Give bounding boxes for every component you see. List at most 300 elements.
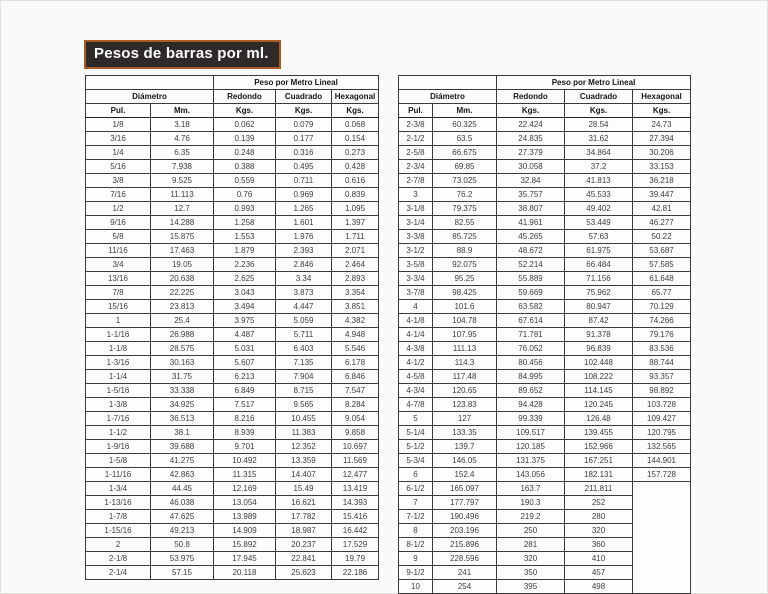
- table-row: [86, 342, 379, 356]
- table-row: [86, 286, 379, 300]
- table-row: [399, 216, 691, 230]
- cell-cuadrado: 37.2: [565, 160, 633, 174]
- cell-pul: 5: [399, 412, 433, 426]
- cell-redondo: 59.669: [497, 286, 565, 300]
- cell-cuadrado: 1.265: [276, 202, 332, 216]
- cell-redondo: 52.214: [497, 258, 565, 272]
- cell-mm: 107.95: [433, 328, 497, 342]
- cell-pul: 8: [399, 524, 433, 538]
- cell-pul: 7/8: [86, 286, 151, 300]
- cell-cuadrado: 0.711: [276, 174, 332, 188]
- cell-hexagonal: 50.22: [633, 230, 691, 244]
- cell-pul: 9/16: [86, 216, 151, 230]
- cell-cuadrado: 0.495: [276, 160, 332, 174]
- cell-mm: 73.025: [433, 174, 497, 188]
- cell-cuadrado: 9.565: [276, 398, 332, 412]
- cell-redondo: 10.492: [214, 454, 276, 468]
- table-row: [86, 468, 379, 482]
- left-table-body: [86, 118, 379, 580]
- cell-mm: 36.513: [151, 412, 214, 426]
- cell-redondo: 5.031: [214, 342, 276, 356]
- cell-cuadrado: 71.156: [565, 272, 633, 286]
- cell-mm: 254: [433, 580, 497, 594]
- cell-mm: 60.325: [433, 118, 497, 132]
- cell-pul: 4-1/2: [399, 356, 433, 370]
- cell-cuadrado: 57.63: [565, 230, 633, 244]
- cell-mm: 98.425: [433, 286, 497, 300]
- cell-hexagonal: [633, 538, 691, 552]
- cell-cuadrado: 114.145: [565, 384, 633, 398]
- cell-hexagonal: 57.585: [633, 258, 691, 272]
- table-row: [86, 384, 379, 398]
- cell-pul: 2-1/2: [399, 132, 433, 146]
- cell-cuadrado: 66.484: [565, 258, 633, 272]
- cell-redondo: 17.945: [214, 552, 276, 566]
- cell-cuadrado: 320: [565, 524, 633, 538]
- cell-cuadrado: 211.811: [565, 482, 633, 496]
- table-row: [399, 426, 691, 440]
- kgs-header: Kgs.: [276, 104, 332, 118]
- cell-redondo: 20.118: [214, 566, 276, 580]
- cell-mm: 34.925: [151, 398, 214, 412]
- cell-pul: 1-13/16: [86, 496, 151, 510]
- cell-cuadrado: 45.533: [565, 188, 633, 202]
- cell-pul: 3-5/8: [399, 258, 433, 272]
- diameter-header: Diámetro: [86, 90, 214, 104]
- cell-redondo: 0.139: [214, 132, 276, 146]
- table-row: [399, 314, 691, 328]
- cell-mm: 63.5: [433, 132, 497, 146]
- cell-cuadrado: 1.601: [276, 216, 332, 230]
- cell-mm: 31.75: [151, 370, 214, 384]
- cell-hexagonal: 98.892: [633, 384, 691, 398]
- table-row: [86, 454, 379, 468]
- cell-redondo: 2.625: [214, 272, 276, 286]
- cell-mm: 6.35: [151, 146, 214, 160]
- cell-mm: 117.48: [433, 370, 497, 384]
- hexagonal-header: Hexagonal: [332, 90, 379, 104]
- cell-mm: 241: [433, 566, 497, 580]
- cell-pul: 15/16: [86, 300, 151, 314]
- cell-redondo: 4.487: [214, 328, 276, 342]
- cell-cuadrado: 410: [565, 552, 633, 566]
- cell-pul: 4-1/4: [399, 328, 433, 342]
- cell-hexagonal: [633, 510, 691, 524]
- cell-mm: 44.45: [151, 482, 214, 496]
- cell-cuadrado: 6.403: [276, 342, 332, 356]
- table-header-row: [86, 76, 379, 90]
- cell-pul: 4-3/4: [399, 384, 433, 398]
- cell-hexagonal: 61.648: [633, 272, 691, 286]
- cell-pul: 8-1/2: [399, 538, 433, 552]
- cell-hexagonal: 83.536: [633, 342, 691, 356]
- cell-mm: 146.05: [433, 454, 497, 468]
- cell-redondo: 3.043: [214, 286, 276, 300]
- cell-mm: 215.896: [433, 538, 497, 552]
- cell-pul: 1-1/4: [86, 370, 151, 384]
- cell-mm: 76.2: [433, 188, 497, 202]
- table-row: [86, 440, 379, 454]
- table-row: [399, 328, 691, 342]
- weights-table-left: [85, 75, 379, 580]
- cell-hexagonal: 6.846: [332, 370, 379, 384]
- cell-cuadrado: 8.715: [276, 384, 332, 398]
- cell-redondo: 0.062: [214, 118, 276, 132]
- cell-hexagonal: 14.393: [332, 496, 379, 510]
- cell-pul: 1/2: [86, 202, 151, 216]
- cell-cuadrado: 126.48: [565, 412, 633, 426]
- cell-redondo: 190.3: [497, 496, 565, 510]
- cell-redondo: 89.652: [497, 384, 565, 398]
- table-row: [86, 524, 379, 538]
- square-header: Cuadrado: [276, 90, 332, 104]
- cell-hexagonal: 33.153: [633, 160, 691, 174]
- cell-pul: 4-7/8: [399, 398, 433, 412]
- cell-pul: 5-1/4: [399, 426, 433, 440]
- cell-cuadrado: 91.378: [565, 328, 633, 342]
- cell-redondo: 6.213: [214, 370, 276, 384]
- cell-redondo: 320: [497, 552, 565, 566]
- cell-pul: 1-1/16: [86, 328, 151, 342]
- cell-redondo: 1.553: [214, 230, 276, 244]
- cell-mm: 14.288: [151, 216, 214, 230]
- table-row: [86, 118, 379, 132]
- cell-hexagonal: 120.795: [633, 426, 691, 440]
- cell-redondo: 250: [497, 524, 565, 538]
- table-row: [86, 356, 379, 370]
- cell-hexagonal: 0.616: [332, 174, 379, 188]
- table-row: [399, 468, 691, 482]
- weights-table-right: [398, 75, 691, 594]
- cell-mm: 152.4: [433, 468, 497, 482]
- cell-mm: 3.18: [151, 118, 214, 132]
- cell-mm: 123.83: [433, 398, 497, 412]
- cell-pul: 10: [399, 580, 433, 594]
- table-row: [399, 552, 691, 566]
- cell-hexagonal: 70.129: [633, 300, 691, 314]
- cell-hexagonal: 79.176: [633, 328, 691, 342]
- cell-hexagonal: 6.178: [332, 356, 379, 370]
- cell-redondo: 14.909: [214, 524, 276, 538]
- cell-mm: 47.625: [151, 510, 214, 524]
- table-header-row: [86, 90, 379, 104]
- cell-redondo: 71.781: [497, 328, 565, 342]
- table-row: [86, 496, 379, 510]
- cell-redondo: 163.7: [497, 482, 565, 496]
- cell-redondo: 12.169: [214, 482, 276, 496]
- cell-hexagonal: 15.416: [332, 510, 379, 524]
- cell-redondo: 1.879: [214, 244, 276, 258]
- table-row: [399, 356, 691, 370]
- cell-hexagonal: 11.569: [332, 454, 379, 468]
- cell-cuadrado: 75.962: [565, 286, 633, 300]
- cell-pul: 6: [399, 468, 433, 482]
- cell-redondo: 38.807: [497, 202, 565, 216]
- cell-pul: 2-3/4: [399, 160, 433, 174]
- cell-hexagonal: 93.357: [633, 370, 691, 384]
- table-row: [86, 328, 379, 342]
- cell-pul: 1-5/16: [86, 384, 151, 398]
- cell-redondo: 13.054: [214, 496, 276, 510]
- table-row: [86, 160, 379, 174]
- cell-redondo: 45.265: [497, 230, 565, 244]
- cell-hexagonal: 1.397: [332, 216, 379, 230]
- cell-cuadrado: 0.316: [276, 146, 332, 160]
- cell-pul: 7-1/2: [399, 510, 433, 524]
- cell-cuadrado: 96.839: [565, 342, 633, 356]
- cell-pul: 4-3/8: [399, 342, 433, 356]
- kgs-header: Kgs.: [633, 104, 691, 118]
- cell-pul: 3-1/8: [399, 202, 433, 216]
- cell-pul: 3-7/8: [399, 286, 433, 300]
- table-row: [399, 286, 691, 300]
- inches-header: Pul.: [399, 104, 433, 118]
- cell-cuadrado: 25.623: [276, 566, 332, 580]
- cell-pul: 4-1/8: [399, 314, 433, 328]
- cell-cuadrado: 182.131: [565, 468, 633, 482]
- cell-cuadrado: 0.177: [276, 132, 332, 146]
- cell-redondo: 143.056: [497, 468, 565, 482]
- cell-cuadrado: 22.841: [276, 552, 332, 566]
- cell-redondo: 0.993: [214, 202, 276, 216]
- cell-pul: 2-3/8: [399, 118, 433, 132]
- cell-mm: 177.797: [433, 496, 497, 510]
- group-header: Peso por Metro Lineal: [214, 76, 379, 90]
- table-row: [399, 440, 691, 454]
- cell-hexagonal: 132.565: [633, 440, 691, 454]
- table-row: [399, 398, 691, 412]
- cell-redondo: 27.379: [497, 146, 565, 160]
- cell-mm: 22.225: [151, 286, 214, 300]
- cell-cuadrado: 139.455: [565, 426, 633, 440]
- cell-cuadrado: 0.969: [276, 188, 332, 202]
- cell-hexagonal: 4.382: [332, 314, 379, 328]
- cell-redondo: 8.939: [214, 426, 276, 440]
- cell-pul: 7: [399, 496, 433, 510]
- cell-redondo: 109.517: [497, 426, 565, 440]
- cell-hexagonal: [633, 496, 691, 510]
- cell-pul: 1-5/8: [86, 454, 151, 468]
- cell-cuadrado: 12.352: [276, 440, 332, 454]
- table-row: [399, 370, 691, 384]
- cell-redondo: 15.892: [214, 538, 276, 552]
- table-row: [399, 384, 691, 398]
- cell-cuadrado: 102.448: [565, 356, 633, 370]
- cell-cuadrado: 2.393: [276, 244, 332, 258]
- cell-mm: 127: [433, 412, 497, 426]
- cell-cuadrado: 7.135: [276, 356, 332, 370]
- cell-hexagonal: 2.893: [332, 272, 379, 286]
- cell-hexagonal: 3.851: [332, 300, 379, 314]
- cell-redondo: 84.995: [497, 370, 565, 384]
- cell-pul: 1-3/16: [86, 356, 151, 370]
- cell-pul: 4-5/8: [399, 370, 433, 384]
- table-row: [86, 174, 379, 188]
- cell-cuadrado: 7.904: [276, 370, 332, 384]
- cell-redondo: 9.701: [214, 440, 276, 454]
- cell-redondo: 32.84: [497, 174, 565, 188]
- cell-pul: 1-3/8: [86, 398, 151, 412]
- cell-pul: 1-11/16: [86, 468, 151, 482]
- table-row: [86, 230, 379, 244]
- millimeters-header: Mm.: [433, 104, 497, 118]
- cell-pul: 2-5/8: [399, 146, 433, 160]
- table-row: [399, 538, 691, 552]
- cell-redondo: 22.424: [497, 118, 565, 132]
- cell-cuadrado: 120.245: [565, 398, 633, 412]
- cell-pul: 3-1/2: [399, 244, 433, 258]
- cell-pul: 7/16: [86, 188, 151, 202]
- cell-cuadrado: 108.222: [565, 370, 633, 384]
- cell-hexagonal: [633, 580, 691, 594]
- cell-mm: 79.375: [433, 202, 497, 216]
- cell-pul: 2-1/4: [86, 566, 151, 580]
- table-row: [399, 454, 691, 468]
- cell-cuadrado: 167.251: [565, 454, 633, 468]
- cell-hexagonal: 5.546: [332, 342, 379, 356]
- table-row: [86, 482, 379, 496]
- table-row: [86, 146, 379, 160]
- cell-redondo: 41.961: [497, 216, 565, 230]
- cell-mm: 101.6: [433, 300, 497, 314]
- cell-cuadrado: 152.966: [565, 440, 633, 454]
- cell-hexagonal: 30.206: [633, 146, 691, 160]
- cell-redondo: 1.258: [214, 216, 276, 230]
- cell-redondo: 99.339: [497, 412, 565, 426]
- table-row: [86, 216, 379, 230]
- cell-cuadrado: 14.407: [276, 468, 332, 482]
- cell-mm: 17.463: [151, 244, 214, 258]
- cell-hexagonal: 9.858: [332, 426, 379, 440]
- cell-pul: 9-1/2: [399, 566, 433, 580]
- cell-mm: 49.213: [151, 524, 214, 538]
- cell-hexagonal: 109.427: [633, 412, 691, 426]
- cell-mm: 19.05: [151, 258, 214, 272]
- table-row: [399, 160, 691, 174]
- cell-pul: 2: [86, 538, 151, 552]
- table-header-row: [399, 76, 691, 90]
- inches-header: Pul.: [86, 104, 151, 118]
- cell-pul: 1/8: [86, 118, 151, 132]
- cell-cuadrado: 0.079: [276, 118, 332, 132]
- table-header-row: [399, 104, 691, 118]
- cell-pul: 11/16: [86, 244, 151, 258]
- cell-redondo: 48.672: [497, 244, 565, 258]
- table-row: [86, 314, 379, 328]
- table-row: [399, 412, 691, 426]
- cell-mm: 82.55: [433, 216, 497, 230]
- cell-redondo: 80.456: [497, 356, 565, 370]
- cell-hexagonal: 74.266: [633, 314, 691, 328]
- cell-redondo: 5.607: [214, 356, 276, 370]
- cell-hexagonal: 42.81: [633, 202, 691, 216]
- cell-hexagonal: 1.711: [332, 230, 379, 244]
- table-header-row: [399, 90, 691, 104]
- kgs-header: Kgs.: [214, 104, 276, 118]
- table-row: [399, 188, 691, 202]
- cell-cuadrado: 3.873: [276, 286, 332, 300]
- cell-mm: 4.76: [151, 132, 214, 146]
- cell-mm: 26.988: [151, 328, 214, 342]
- table-row: [399, 566, 691, 580]
- cell-cuadrado: 80.947: [565, 300, 633, 314]
- cell-hexagonal: 0.154: [332, 132, 379, 146]
- table-row: [86, 188, 379, 202]
- cell-cuadrado: 252: [565, 496, 633, 510]
- cell-mm: 28.575: [151, 342, 214, 356]
- table-row: [86, 510, 379, 524]
- cell-hexagonal: 2.071: [332, 244, 379, 258]
- table-row: [86, 244, 379, 258]
- cell-mm: 114.3: [433, 356, 497, 370]
- cell-cuadrado: 13.359: [276, 454, 332, 468]
- cell-hexagonal: 65.77: [633, 286, 691, 300]
- table-header-row: [86, 104, 379, 118]
- cell-hexagonal: 103.728: [633, 398, 691, 412]
- cell-hexagonal: [633, 524, 691, 538]
- cell-cuadrado: 20.237: [276, 538, 332, 552]
- cell-cuadrado: 11.383: [276, 426, 332, 440]
- cell-mm: 38.1: [151, 426, 214, 440]
- cell-cuadrado: 15.49: [276, 482, 332, 496]
- cell-mm: 53.975: [151, 552, 214, 566]
- cell-redondo: 13.989: [214, 510, 276, 524]
- cell-hexagonal: 13.419: [332, 482, 379, 496]
- cell-mm: 92.075: [433, 258, 497, 272]
- cell-redondo: 30.058: [497, 160, 565, 174]
- cell-redondo: 3.975: [214, 314, 276, 328]
- table-row: [399, 482, 691, 496]
- cell-mm: 7.938: [151, 160, 214, 174]
- table-row: [86, 272, 379, 286]
- cell-cuadrado: 5.711: [276, 328, 332, 342]
- cell-cuadrado: 5.059: [276, 314, 332, 328]
- right-table-body: [399, 118, 691, 594]
- cell-redondo: 35.757: [497, 188, 565, 202]
- cell-hexagonal: 36.218: [633, 174, 691, 188]
- square-header: Cuadrado: [565, 90, 633, 104]
- cell-pul: 1-7/8: [86, 510, 151, 524]
- cell-redondo: 0.559: [214, 174, 276, 188]
- table-row: [86, 202, 379, 216]
- table-row: [86, 300, 379, 314]
- cell-mm: 23.813: [151, 300, 214, 314]
- table-row: [86, 398, 379, 412]
- empty-header-cell: [399, 76, 497, 90]
- cell-redondo: 94.428: [497, 398, 565, 412]
- cell-cuadrado: 34.864: [565, 146, 633, 160]
- cell-redondo: 131.375: [497, 454, 565, 468]
- cell-redondo: 3.494: [214, 300, 276, 314]
- cell-redondo: 0.388: [214, 160, 276, 174]
- millimeters-header: Mm.: [151, 104, 214, 118]
- cell-mm: 95.25: [433, 272, 497, 286]
- cell-mm: 139.7: [433, 440, 497, 454]
- cell-pul: 1-9/16: [86, 440, 151, 454]
- cell-redondo: 24.835: [497, 132, 565, 146]
- cell-pul: 1-3/4: [86, 482, 151, 496]
- cell-mm: 41.275: [151, 454, 214, 468]
- cell-mm: 111.13: [433, 342, 497, 356]
- cell-pul: 9: [399, 552, 433, 566]
- cell-hexagonal: 46.277: [633, 216, 691, 230]
- cell-mm: 69.85: [433, 160, 497, 174]
- cell-hexagonal: [633, 566, 691, 580]
- table-row: [86, 426, 379, 440]
- cell-cuadrado: 360: [565, 538, 633, 552]
- cell-cuadrado: 10.455: [276, 412, 332, 426]
- cell-redondo: 76.052: [497, 342, 565, 356]
